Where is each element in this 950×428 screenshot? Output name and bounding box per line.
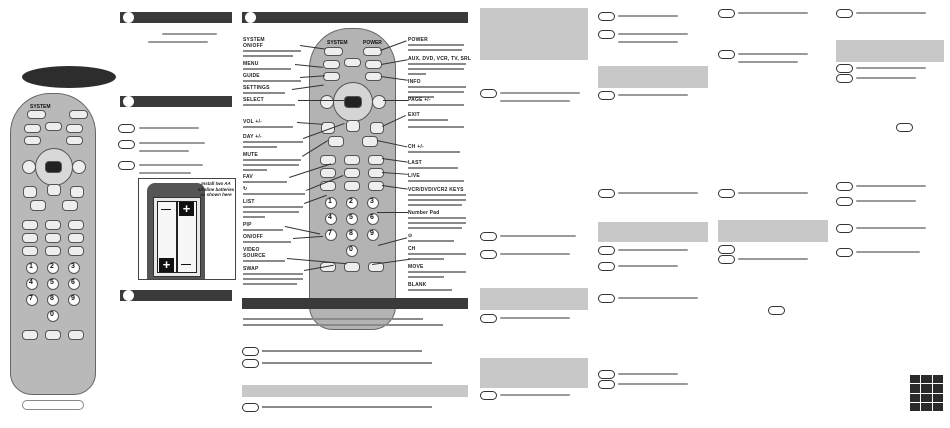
desc-line — [408, 217, 466, 219]
number-button[interactable]: 7 — [325, 229, 337, 241]
remote-button[interactable] — [70, 186, 84, 198]
remote-button[interactable] — [30, 200, 46, 211]
text-line — [856, 200, 916, 202]
text-line — [856, 251, 920, 253]
remote-button[interactable] — [22, 330, 38, 340]
step-marker — [836, 197, 853, 206]
text-line — [162, 33, 217, 35]
desc-line — [262, 350, 422, 352]
desc-line — [408, 63, 466, 65]
remote-button[interactable] — [22, 246, 38, 256]
step-marker — [836, 224, 853, 233]
text-line — [618, 94, 688, 96]
step-marker — [118, 161, 135, 170]
step-marker — [598, 246, 615, 255]
select-button[interactable] — [45, 161, 62, 173]
label-replay: ↻ — [243, 186, 248, 192]
note-box — [598, 66, 708, 88]
desc-line — [408, 253, 466, 255]
text-line — [618, 33, 688, 35]
remote-button[interactable] — [323, 72, 340, 81]
label-source: SOURCE — [243, 253, 266, 259]
desc-line — [408, 68, 464, 70]
label-video: VIDEO — [243, 247, 260, 253]
step-marker — [836, 248, 853, 257]
text-line — [856, 77, 916, 79]
remote-power-label: POWER — [363, 40, 382, 46]
step-marker — [836, 9, 853, 18]
remote-button[interactable] — [365, 72, 382, 81]
note-box — [480, 8, 588, 60]
desc-line — [243, 206, 303, 208]
label-select: SELECT — [243, 97, 264, 103]
desc-line — [243, 80, 301, 82]
section-header-4 — [242, 12, 468, 23]
step-marker — [598, 30, 615, 39]
label-info: INFO — [408, 79, 421, 85]
label-pip-onoff: ON/OFF — [243, 234, 264, 240]
remote-button[interactable] — [23, 186, 37, 198]
number-button[interactable]: 1 — [26, 262, 38, 274]
desc-line — [243, 126, 293, 128]
remote-image-center — [309, 28, 396, 330]
number-button[interactable]: 4 — [325, 213, 337, 225]
minus-sign: — — [161, 204, 171, 215]
remote-button[interactable] — [344, 168, 360, 178]
step-marker — [598, 91, 615, 100]
text-line — [139, 150, 189, 152]
remote-button[interactable] — [22, 160, 36, 174]
section-header-5 — [242, 298, 468, 309]
desc-line — [243, 159, 301, 161]
desc-line — [243, 278, 303, 280]
step-marker — [836, 74, 853, 83]
remote-button[interactable] — [72, 160, 86, 174]
remote-button[interactable] — [69, 110, 88, 119]
desc-line — [408, 44, 464, 46]
remote-button[interactable] — [22, 233, 38, 243]
desc-line — [243, 68, 291, 70]
step-marker — [598, 294, 615, 303]
label-pip-ch: CH — [408, 246, 416, 252]
number-button[interactable]: 2 — [47, 262, 59, 274]
text-line — [856, 67, 926, 69]
note-box — [480, 288, 588, 310]
keypad-grid-icon — [910, 375, 943, 411]
label-vcr-keys: VCR/DVD/VCR2 KEYS — [408, 187, 464, 193]
desc-line — [243, 229, 283, 231]
step-marker — [718, 9, 735, 18]
text-line — [139, 164, 203, 166]
label-guide: GUIDE — [243, 73, 260, 79]
label-onoff: ON/OFF — [243, 43, 264, 49]
desc-line — [243, 193, 305, 195]
text-line — [738, 258, 808, 260]
desc-line — [262, 406, 432, 408]
label-power: POWER — [408, 37, 428, 43]
step-marker — [718, 255, 735, 264]
step-marker — [480, 391, 497, 400]
desc-line — [243, 55, 293, 57]
desc-line — [408, 227, 462, 229]
step-marker — [598, 380, 615, 389]
desc-line — [243, 50, 301, 52]
desc-line — [262, 362, 432, 364]
desc-line — [243, 260, 285, 262]
section-header-3 — [120, 290, 232, 301]
remote-button[interactable] — [344, 181, 360, 191]
logo-oval — [22, 400, 84, 410]
desc-line — [243, 164, 299, 166]
number-button[interactable]: 8 — [346, 229, 358, 241]
remote-button[interactable] — [362, 136, 378, 147]
remote-button[interactable] — [320, 95, 334, 109]
text-line — [618, 383, 688, 385]
text-line — [500, 317, 570, 319]
note-box — [598, 222, 708, 242]
leader-line — [383, 100, 408, 101]
desc-line — [408, 289, 452, 291]
remote-button[interactable] — [68, 330, 84, 340]
battery-diagram — [138, 178, 236, 280]
label-number-pad: Number Pad — [408, 210, 440, 216]
number-button[interactable]: 5 — [47, 278, 59, 290]
remote-button[interactable] — [328, 136, 344, 147]
label-system: SYSTEM — [243, 37, 265, 43]
remote-button[interactable] — [324, 47, 343, 56]
desc-line — [408, 151, 460, 153]
number-button[interactable]: 0 — [47, 310, 59, 322]
label-fav: FAV — [243, 174, 253, 180]
section-number — [123, 12, 134, 23]
step-marker — [836, 64, 853, 73]
desc-line — [408, 271, 466, 273]
desc-line — [243, 241, 291, 243]
desc-line — [243, 141, 303, 143]
desc-line — [408, 240, 454, 242]
text-line — [618, 15, 678, 17]
remote-button[interactable] — [62, 200, 78, 211]
number-button[interactable]: 2 — [346, 197, 358, 209]
section-header-1 — [120, 12, 232, 23]
number-button[interactable]: 4 — [26, 278, 38, 290]
desc-line — [243, 283, 297, 285]
text-line — [500, 235, 576, 237]
label-settings: SETTINGS — [243, 85, 270, 91]
remote-button[interactable] — [372, 95, 386, 109]
text-line — [618, 373, 678, 375]
text-line — [618, 41, 678, 43]
text-line — [500, 253, 570, 255]
desc-line — [408, 276, 444, 278]
desc-line — [243, 92, 285, 94]
section-number — [123, 290, 134, 301]
section-header-2 — [120, 96, 232, 107]
desc-line — [243, 146, 277, 148]
desc-line — [243, 211, 299, 213]
remote-image-left — [10, 93, 96, 395]
plus-sign: + — [159, 258, 174, 272]
label-list: LIST — [243, 199, 255, 205]
desc-line — [243, 216, 265, 218]
text-line — [139, 127, 199, 129]
text-line — [500, 92, 580, 94]
remote-button[interactable] — [68, 220, 84, 230]
desc-line — [408, 104, 464, 106]
text-line — [738, 12, 808, 14]
step-marker — [896, 123, 913, 132]
text-line — [500, 394, 570, 396]
label-pip: PIP — [243, 222, 252, 228]
battery-left — [157, 201, 177, 273]
remote-button[interactable] — [323, 60, 340, 69]
number-button[interactable]: 3 — [367, 197, 379, 209]
remote-button[interactable] — [344, 58, 361, 67]
text-line — [148, 41, 208, 43]
desc-line — [408, 167, 458, 169]
label-page: PAGE +/- — [408, 97, 431, 103]
label-ch: CH +/- — [408, 144, 424, 150]
step-marker — [598, 370, 615, 379]
note-box — [836, 40, 944, 62]
desc-line — [243, 181, 287, 183]
select-button[interactable] — [344, 96, 362, 108]
number-button[interactable]: 6 — [367, 213, 379, 225]
text-line — [618, 265, 678, 267]
number-button[interactable]: 7 — [26, 294, 38, 306]
step-marker — [242, 347, 259, 356]
remote-button[interactable] — [68, 233, 84, 243]
remote-button[interactable] — [24, 124, 41, 133]
step-marker — [480, 250, 497, 259]
remote-button[interactable] — [47, 184, 61, 196]
desc-line — [408, 73, 426, 75]
remote-button[interactable] — [68, 246, 84, 256]
text-line — [618, 249, 688, 251]
step-marker — [242, 403, 259, 412]
remote-button[interactable] — [320, 168, 336, 178]
desc-line — [408, 91, 464, 93]
remote-button[interactable] — [365, 60, 382, 69]
number-button[interactable]: 3 — [68, 262, 80, 274]
remote-button[interactable] — [22, 220, 38, 230]
step-marker — [768, 306, 785, 315]
text-line — [856, 227, 926, 229]
desc-line — [408, 180, 464, 182]
note-box — [480, 358, 588, 388]
remote-button[interactable] — [45, 233, 61, 243]
remote-button[interactable] — [45, 220, 61, 230]
step-marker — [480, 89, 497, 98]
remote-button[interactable] — [370, 122, 384, 134]
desc-line — [243, 273, 303, 275]
desc-line — [408, 258, 444, 260]
label-swap: SWAP — [243, 266, 259, 272]
step-marker — [598, 12, 615, 21]
text-line — [856, 185, 926, 187]
section-number — [123, 96, 134, 107]
number-button[interactable]: 0 — [346, 245, 358, 257]
number-button[interactable]: 6 — [68, 278, 80, 290]
step-marker — [480, 314, 497, 323]
intro-badge — [22, 66, 116, 88]
number-button[interactable]: 9 — [367, 229, 379, 241]
text-line — [738, 53, 808, 55]
section-number — [245, 12, 256, 23]
desc-line — [243, 324, 443, 326]
remote-button[interactable] — [368, 155, 384, 165]
remote-button[interactable] — [27, 110, 46, 119]
label-last: LAST — [408, 160, 422, 166]
step-marker — [242, 359, 259, 368]
remote-top-label: SYSTEM — [327, 40, 348, 46]
step-marker — [598, 189, 615, 198]
label-menu: MENU — [243, 61, 259, 67]
desc-line — [408, 86, 466, 88]
number-button[interactable]: 5 — [346, 213, 358, 225]
text-line — [500, 100, 570, 102]
step-marker — [718, 245, 735, 254]
step-marker — [598, 262, 615, 271]
desc-line — [408, 119, 448, 121]
plus-sign: + — [179, 202, 194, 216]
text-line — [139, 172, 191, 174]
label-modes: AUX, DVD, VCR, TV, SRL — [408, 56, 472, 62]
desc-line — [408, 194, 466, 196]
step-marker — [718, 189, 735, 198]
label-live: LIVE — [408, 173, 420, 179]
remote-button[interactable] — [346, 120, 360, 132]
note-box — [242, 385, 468, 397]
text-line — [738, 192, 808, 194]
desc-line — [408, 126, 464, 128]
remote-button[interactable] — [45, 246, 61, 256]
number-button[interactable]: 1 — [325, 197, 337, 209]
number-button[interactable]: 9 — [68, 294, 80, 306]
note-box — [718, 220, 828, 242]
remote-button[interactable] — [45, 330, 61, 340]
remote-button[interactable] — [66, 136, 83, 145]
leader-line — [377, 212, 408, 213]
label-blank: BLANK — [408, 282, 427, 288]
minus-sign: — — [181, 259, 191, 270]
step-marker — [118, 140, 135, 149]
battery-right — [177, 201, 197, 273]
desc-line — [408, 222, 466, 224]
desc-line — [408, 199, 466, 201]
remote-button[interactable] — [24, 136, 41, 145]
text-line — [618, 297, 698, 299]
step-marker — [118, 124, 135, 133]
number-button[interactable]: 8 — [47, 294, 59, 306]
step-marker — [718, 50, 735, 59]
step-marker — [836, 182, 853, 191]
install-note: Install two AA alkaline batteries as shown here — [197, 181, 235, 197]
text-line — [738, 61, 798, 63]
label-dot: ⊙ — [408, 233, 413, 239]
text-line — [618, 192, 698, 194]
leader-line — [298, 100, 344, 101]
desc-line — [243, 104, 295, 106]
remote-button[interactable] — [344, 155, 360, 165]
remote-button[interactable] — [363, 47, 382, 56]
label-vol: VOL +/- — [243, 119, 262, 125]
label-exit: EXIT — [408, 112, 420, 118]
desc-line — [408, 49, 462, 51]
desc-line — [408, 204, 462, 206]
desc-line — [243, 318, 423, 320]
label-move: MOVE — [408, 264, 424, 270]
remote-top-label: SYSTEM — [30, 104, 51, 110]
text-line — [856, 12, 926, 14]
desc-line — [243, 169, 267, 171]
step-marker — [480, 232, 497, 241]
remote-button[interactable] — [45, 122, 62, 131]
label-mute: MUTE — [243, 152, 258, 158]
label-day: DAY +/- — [243, 134, 262, 140]
remote-button[interactable] — [66, 124, 83, 133]
text-line — [139, 142, 205, 144]
